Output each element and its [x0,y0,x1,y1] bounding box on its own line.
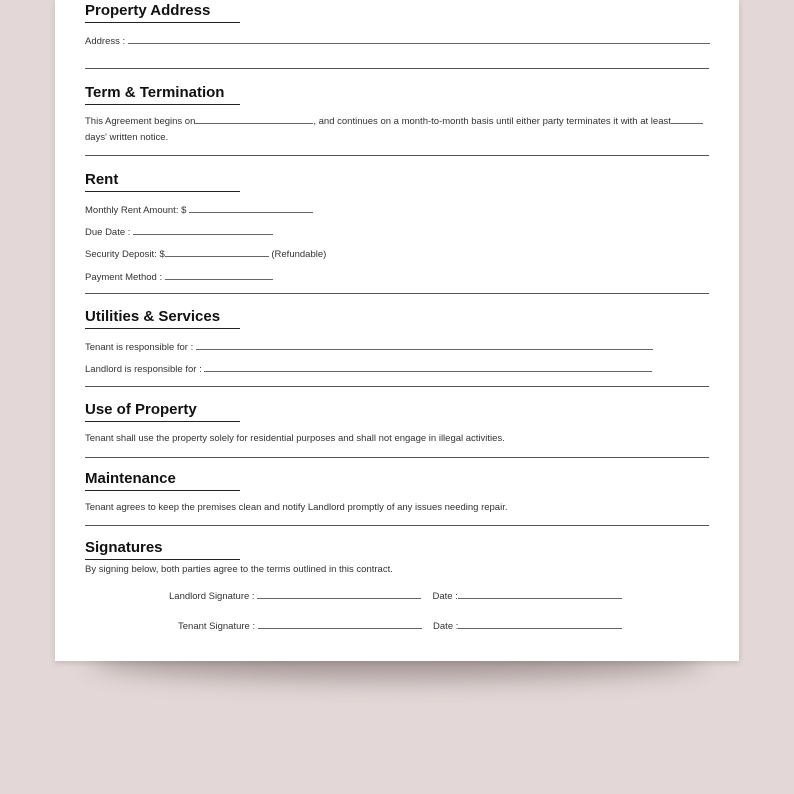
tenant-signature-field[interactable] [258,619,422,629]
tenant-utilities-field[interactable] [196,340,653,350]
heading-use: Use of Property [85,401,240,422]
tenant-utilities-row [85,340,653,353]
divider [85,386,709,387]
divider [85,457,709,458]
landlord-date-field[interactable] [458,589,622,599]
divider [85,68,709,69]
use-text: Tenant shall use the property solely for residential purposes and shall not engage in illegal activities. [85,433,505,444]
landlord-utilities-row [85,362,652,375]
section-utilities [85,308,709,375]
heading-maintenance: Maintenance [85,470,240,491]
maintenance-text: Tenant agrees to keep the premises clean and notify Landlord promptly of any issues needing repair. [85,502,508,513]
due-date-row [85,225,273,238]
monthly-rent-field[interactable] [189,203,313,213]
deposit-row [85,247,326,260]
heading-signatures: Signatures [85,539,240,560]
heading-utilities: Utilities & Services [85,308,240,329]
tenant-utilities-label: Tenant is responsible for : [85,342,194,353]
landlord-signature-row [169,589,622,602]
divider [85,525,709,526]
monthly-rent-label: Monthly Rent Amount: $ [85,205,187,216]
divider [85,155,709,156]
lease-document-page [55,0,739,661]
divider [85,293,709,294]
start-date-field[interactable] [195,114,313,124]
term-text [85,114,709,146]
payment-method-row [85,270,273,283]
section-property-address [85,2,709,47]
address-label: Address : [85,36,126,47]
address-field[interactable] [128,34,710,44]
tenant-signature-row [178,619,622,632]
notice-days-field[interactable] [671,114,703,124]
tenant-date-label: Date : [433,621,459,632]
monthly-rent-row [85,203,313,216]
deposit-label: Security Deposit: $ [85,249,165,260]
payment-method-field[interactable] [165,270,273,280]
deposit-suffix: (Refundable) [271,249,327,260]
landlord-signature-field[interactable] [257,589,421,599]
term-text-part1: This Agreement begins on [85,116,196,127]
deposit-field[interactable] [165,247,269,257]
landlord-date-label: Date : [432,591,458,602]
tenant-signature-label: Tenant Signature : [178,621,256,632]
term-text-part3: days' written notice. [85,132,169,143]
tenant-date-field[interactable] [458,619,622,629]
address-row [85,34,710,47]
heading-property-address: Property Address [85,2,240,23]
section-signatures [85,539,709,632]
landlord-signature-label: Landlord Signature : [169,591,255,602]
due-date-label: Due Date : [85,227,131,238]
heading-term: Term & Termination [85,84,240,105]
term-text-part2: , and continues on a month-to-month basis until either party terminates it with at least [313,116,671,127]
section-maintenance [85,470,709,513]
section-term [85,84,709,143]
due-date-field[interactable] [133,225,273,235]
signatures-intro: By signing below, both parties agree to the terms outlined in this contract. [85,564,393,575]
landlord-utilities-field[interactable] [204,362,652,372]
section-rent [85,171,709,283]
section-use [85,401,709,444]
heading-rent: Rent [85,171,240,192]
landlord-utilities-label: Landlord is responsible for : [85,364,202,375]
payment-method-label: Payment Method : [85,272,163,283]
